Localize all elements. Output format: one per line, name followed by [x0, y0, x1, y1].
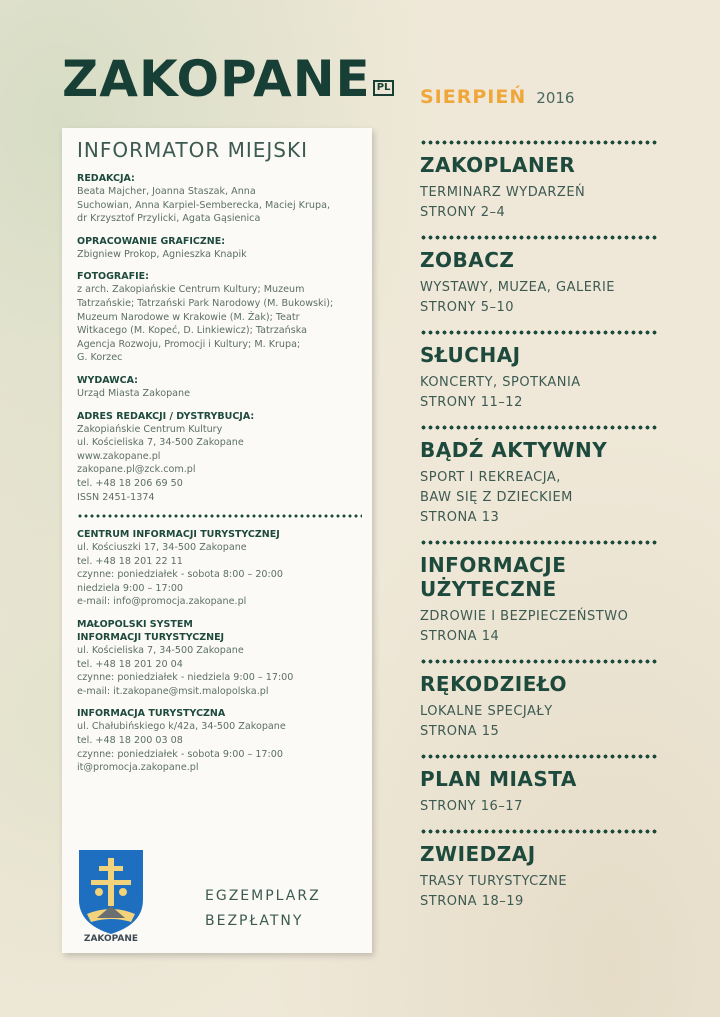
- zakopane-crest: [77, 848, 147, 943]
- colophon-section-line: Agencja Rozwoju, Promocji i Kultury; M. Krupa;: [77, 338, 301, 350]
- colophon-section-line: Muzeum Narodowe w Krakowie (M. Żak); Teatr: [77, 311, 300, 323]
- colophon-section-line: dr Krzysztof Przylicki, Agata Gąsienica: [77, 213, 261, 225]
- colophon-section: [77, 172, 362, 226]
- toc-entry: [420, 672, 658, 742]
- tourist-info-section-heading: INFORMACJI TURYSTYCZNEJ: [77, 632, 225, 644]
- toc-entry-subtitle: STRONA 13: [420, 510, 500, 525]
- dotted-divider: [77, 514, 362, 518]
- toc-entry-subtitle: TERMINARZ WYDARZEŃ: [420, 185, 586, 200]
- free-copy-label: [205, 884, 321, 934]
- colophon-section-heading: WYDAWCA:: [77, 374, 138, 386]
- toc-entry: [420, 438, 658, 528]
- toc-dotted-divider: [420, 659, 658, 664]
- toc-dotted-divider: [420, 754, 658, 759]
- tourist-info-section-line: czynne: poniedziałek - sobota 8:00 – 20:00: [77, 569, 283, 581]
- toc-entry-title-line: SŁUCHAJ: [420, 343, 521, 367]
- colophon-section-body: [77, 185, 362, 226]
- colophon-card: [62, 128, 372, 953]
- toc-entry: [420, 842, 658, 912]
- tourist-info-section: [77, 707, 362, 774]
- toc-entry: [420, 343, 658, 413]
- toc-entry: [420, 767, 658, 817]
- toc-entry-subtitle: TRASY TURYSTYCZNE: [420, 874, 568, 889]
- toc-entry-title: [420, 153, 658, 177]
- zakopane-logo: [62, 50, 394, 108]
- toc-entry-title: [420, 438, 658, 462]
- toc-entry-subtitle: STRONA 18–19: [420, 894, 524, 909]
- tourist-info-section-line: tel. +48 18 201 22 11: [77, 555, 183, 567]
- colophon-section-body: [77, 283, 362, 365]
- toc-entry-title: [420, 553, 658, 601]
- colophon-title: INFORMATOR MIEJSKI: [77, 138, 308, 162]
- tourist-info-section-line: ul. Kościeliska 7, 34-500 Zakopane: [77, 645, 244, 657]
- toc-dotted-divider: [420, 425, 658, 430]
- colophon-section-line: ul. Kościeliska 7, 34-500 Zakopane: [77, 437, 244, 449]
- tourist-info-section-line: czynne: poniedziałek - niedziela 9:00 – 17:00: [77, 672, 294, 684]
- colophon-section-line: Beata Majcher, Joanna Staszak, Anna: [77, 186, 256, 197]
- colophon-section-line: zakopane.pl@zck.com.pl: [77, 464, 196, 476]
- tourist-info-section-line: ul. Chałubińskiego k/42a, 34-500 Zakopane: [77, 721, 286, 733]
- colophon-section: [77, 410, 362, 505]
- toc-dotted-divider: [420, 540, 658, 545]
- toc-entry-subtitle: STRONA 15: [420, 724, 500, 739]
- colophon-section-line: Urząd Miasta Zakopane: [77, 387, 191, 399]
- colophon-section: [77, 374, 362, 401]
- toc-dotted-divider: [420, 829, 658, 834]
- tourist-info-section-heading: MAŁOPOLSKI SYSTEM: [77, 619, 193, 631]
- colophon-section-line: Zakopiańskie Centrum Kultury: [77, 423, 223, 435]
- toc-entry-title-line: RĘKODZIEŁO: [420, 672, 568, 696]
- colophon-section-line: Zbigniew Prokop, Agnieszka Knapik: [77, 248, 247, 260]
- toc-entry-title-line: PLAN MIASTA: [420, 767, 577, 791]
- colophon-section-body: [77, 423, 362, 505]
- tourist-info-section-heading: INFORMACJA TURYSTYCZNA: [77, 708, 226, 720]
- toc-dotted-divider: [420, 330, 658, 335]
- tourist-info-section-line: ul. Kościuszki 17, 34-500 Zakopane: [77, 542, 247, 554]
- toc-entry-title: [420, 842, 658, 866]
- toc-entry-title-line: ZWIEDZAJ: [420, 842, 536, 866]
- colophon-section-body: [77, 248, 362, 262]
- colophon-section-line: Suchowian, Anna Karpiel-Semberecka, Maciej Krupa,: [77, 199, 331, 211]
- toc-entry-title: [420, 767, 658, 791]
- tourist-info-section-line: e-mail: it.zakopane@msit.malopolska.pl: [77, 685, 269, 697]
- issue-date: [420, 86, 574, 108]
- colophon-section-line: G. Korzec: [77, 352, 123, 364]
- table-of-contents: [420, 140, 658, 924]
- tourist-info-section-body: [77, 720, 362, 774]
- toc-entry-title: [420, 343, 658, 367]
- toc-entry-subtitle: LOKALNE SPECJAŁY: [420, 704, 553, 719]
- tourist-info-section-line: tel. +48 18 200 03 08: [77, 735, 183, 747]
- tourist-info-section-line: e-mail: info@promocja.zakopane.pl: [77, 596, 247, 608]
- toc-entry-subtitle: WYSTAWY, MUZEA, GALERIE: [420, 280, 616, 295]
- toc-entry-title: [420, 248, 658, 272]
- toc-entry-subtitle: STRONA 14: [420, 629, 500, 644]
- toc-entry: [420, 248, 658, 318]
- toc-entry-subtitle: STRONY 11–12: [420, 395, 523, 410]
- colophon-section: [77, 270, 362, 365]
- colophon-section-line: Tatrzańskie; Tatrzański Park Narodowy (M. Bukowski);: [77, 297, 334, 309]
- colophon-section-line: www.zakopane.pl: [77, 450, 161, 462]
- tourist-info-section: [77, 528, 362, 609]
- toc-entry-title-line: BĄDŹ AKTYWNY: [420, 438, 608, 462]
- tourist-info-section-body: [77, 644, 362, 698]
- tourist-info-section-line: tel. +48 18 201 20 04: [77, 658, 183, 670]
- colophon-sections: [77, 172, 362, 504]
- colophon-section-heading: FOTOGRAFIE:: [77, 271, 149, 283]
- toc-entry-subtitle: KONCERTY, SPOTKANIA: [420, 375, 581, 390]
- toc-entry-subtitle: BAW SIĘ Z DZIECKIEM: [420, 490, 573, 505]
- free-line-2: BEZPŁATNY: [205, 913, 304, 929]
- tourist-info-section-line: it@promocja.zakopane.pl: [77, 762, 199, 774]
- toc-entry-subtitle: STRONY 2–4: [420, 205, 506, 220]
- toc-dotted-divider: [420, 140, 658, 145]
- tourist-info-section-line: czynne: poniedziałek - sobota 9:00 – 17:00: [77, 748, 283, 760]
- toc-entry-title-line: ZAKOPLANER: [420, 153, 576, 177]
- colophon-section-line: z arch. Zakopiańskie Centrum Kultury; Muzeum: [77, 284, 305, 296]
- tourist-info-sections: [77, 528, 362, 775]
- colophon-section-body: [77, 387, 362, 401]
- toc-entry-title-line: ZOBACZ: [420, 248, 515, 272]
- tourist-info-section-heading: CENTRUM INFORMACJI TURYSTYCZNEJ: [77, 529, 280, 541]
- toc-entry: [420, 553, 658, 647]
- logo-text: ZAKOPANE: [62, 50, 371, 108]
- colophon-section-heading: REDAKCJA:: [77, 173, 135, 184]
- tourist-info-section: [77, 618, 362, 698]
- colophon-section-line: ISSN 2451-1374: [77, 491, 155, 503]
- issue-month: SIERPIEŃ: [420, 86, 527, 108]
- crest-label: ZAKOPANE: [83, 934, 139, 943]
- colophon-section-line: tel. +48 18 206 69 50: [77, 477, 183, 489]
- free-line-1: EGZEMPLARZ: [205, 888, 321, 904]
- colophon-section-heading: OPRACOWANIE GRAFICZNE:: [77, 235, 226, 247]
- toc-entry-subtitle: ZDROWIE I BEZPIECZEŃSTWO: [420, 609, 629, 624]
- crest-icon: [77, 848, 147, 943]
- colophon-section: [77, 235, 362, 262]
- toc-entry-subtitle: STRONY 16–17: [420, 799, 523, 814]
- logo-suffix: PL: [373, 80, 395, 96]
- tourist-info-section-body: [77, 541, 362, 609]
- toc-entry-title: [420, 672, 658, 696]
- toc-entry-title-line: INFORMACJE: [420, 553, 567, 577]
- colophon-section-heading: ADRES REDAKCJI / DYSTRYBUCJA:: [77, 410, 255, 422]
- toc-entry-title-line: UŻYTECZNE: [420, 577, 557, 601]
- issue-year: 2016: [536, 89, 575, 107]
- toc-entry-subtitle: STRONY 5–10: [420, 300, 515, 315]
- toc-entry: [420, 153, 658, 223]
- tourist-info-section-line: niedziela 9:00 – 17:00: [77, 582, 184, 594]
- colophon-section-line: Witkacego (M. Kopeć, D. Linkiewicz); Tatrzańska: [77, 325, 307, 337]
- toc-entry-subtitle: SPORT I REKREACJA,: [420, 470, 561, 485]
- toc-dotted-divider: [420, 235, 658, 240]
